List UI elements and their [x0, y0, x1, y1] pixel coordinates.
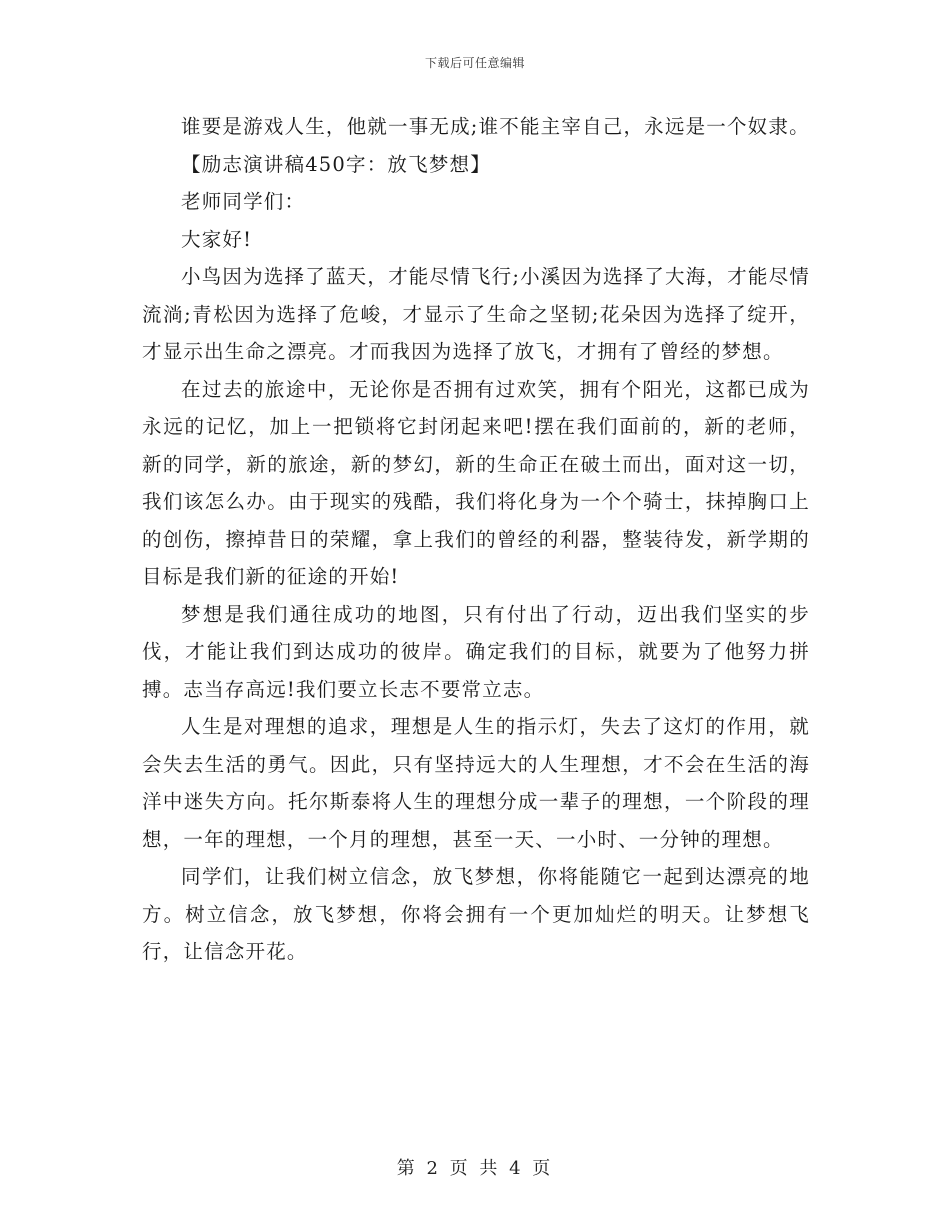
paragraph-choice: 小鸟因为选择了蓝天，才能尽情飞行;小溪因为选择了大海，才能尽情流淌;青松因为选择了危峻，才显示了生命之坚韧;花朵因为选择了绽开，才显示出生命之漂亮。才而我因为选择了放飞，才拥有了曾经的梦想。: [142, 265, 810, 363]
paragraph-ideals: 人生是对理想的追求，理想是人生的指示灯，失去了这灯的作用，就会失去生活的勇气。因此，只有坚持远大的人生理想，才不会在生活的海洋中迷失方向。托尔斯泰将人生的理想分成一辈子的理想，一个阶段的理想，一年的理想，一个月的理想，甚至一天、一小时、一分钟的理想。: [142, 715, 810, 851]
salutation: 老师同学们：: [181, 190, 306, 213]
document-body: [142, 108, 810, 971]
page-header: 下载后可任意编辑: [424, 56, 525, 70]
greeting: 大家好!: [181, 227, 253, 251]
page-number: 第 2 页 共 4 页: [396, 1158, 554, 1179]
section-title: 【励志演讲稿450字：放飞梦想】: [181, 152, 491, 176]
paragraph-closing-quote: 谁要是游戏人生，他就一事无成;谁不能主宰自己，永远是一个奴隶。: [181, 115, 810, 138]
paragraph-journey: 在过去的旅途中，无论你是否拥有过欢笑，拥有个阳光，这都已成为永远的记忆，加上一把锁将它封闭起来吧!摆在我们面前的，新的老师，新的同学，新的旅途，新的梦幻，新的生命正在破土而出，面对这一切，我们该怎么办。由于现实的残酷，我们将化身为一个个骑士，抹掉胸口上的创伤，擦掉昔日的荣耀，拿上我们的曾经的利器，整装待发，新学期的目标是我们新的征途的开始!: [142, 377, 810, 588]
paragraph-conclusion: 同学们，让我们树立信念，放飞梦想，你将能随它一起到达漂亮的地方。树立信念，放飞梦想，你将会拥有一个更加灿烂的明天。让梦想飞行，让信念开花。: [142, 865, 810, 963]
paragraph-dream-map: 梦想是我们通往成功的地图，只有付出了行动，迈出我们坚实的步伐，才能让我们到达成功的彼岸。确定我们的目标，就要为了他努力拼搏。志当存高远!我们要立长志不要常立志。: [142, 602, 810, 701]
